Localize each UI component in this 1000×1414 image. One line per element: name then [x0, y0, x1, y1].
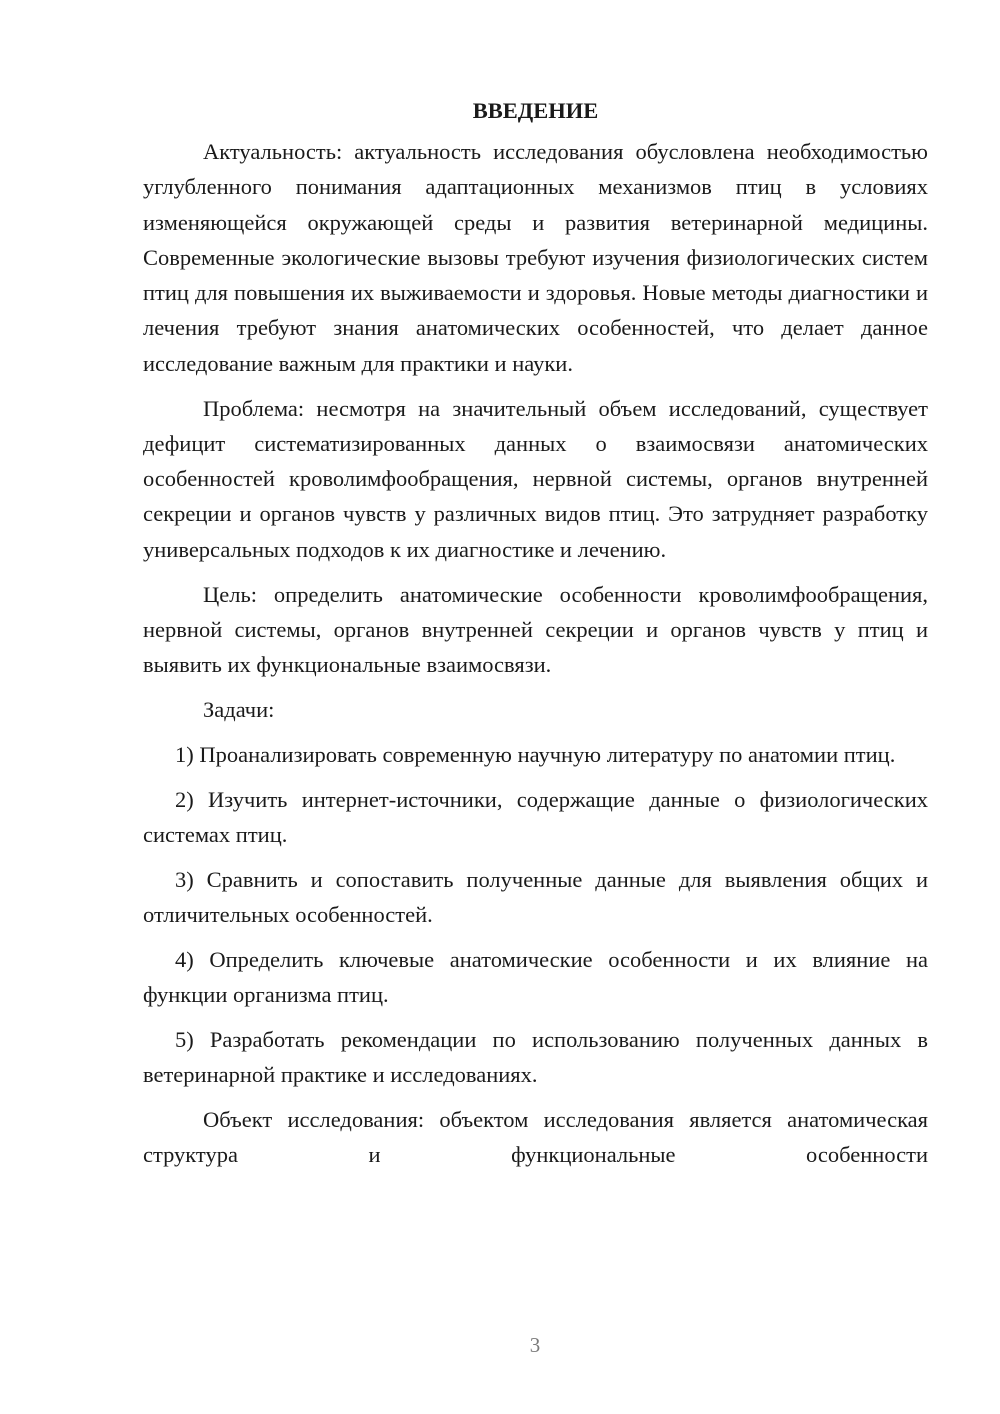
task-item-1: 1) Проанализировать современную научную литературу по анатомии птиц.	[175, 741, 896, 767]
goal-paragraph: Цель: определить анатомические особенности кроволимфообращения, нервной системы, органов внутренней секреции и органов чувств у птиц и выявить их функциональные взаимосвязи.	[143, 581, 928, 678]
relevance-paragraph: Актуальность: актуальность исследования обусловлена необходимостью углубленного понимания адаптационных механизмов птиц в условиях изменяющейся окружающей среды и развития ветеринарной медицины. Современные экологические вызовы требуют изучения физиологических систем птиц для повышения их выживаемости и здоровья. Новые методы диагностики и лечения требуют знания анатомических особенностей, что делает данное исследование важным для практики и науки.	[143, 139, 928, 376]
section-title: ВВЕДЕНИЕ	[472, 98, 599, 123]
problem-paragraph: Проблема: несмотря на значительный объем исследований, существует дефицит систематизированных данных о взаимосвязи анатомических особенностей кроволимфообращения, нервной системы, органов внутренней секреции и органов чувств у различных видов птиц. Это затрудняет разработку универсальных подходов к их диагностике и лечению.	[143, 395, 928, 562]
task-item-3: 3) Сравнить и сопоставить полученные данные для выявления общих и отличительных особенностей.	[143, 866, 928, 927]
task-item-2: 2) Изучить интернет-источники, содержащие данные о физиологических системах птиц.	[143, 786, 928, 847]
object-paragraph: Объект исследования: объектом исследования является анатомическая структура и функциональные особенности	[143, 1106, 928, 1168]
tasks-heading: Задачи:	[203, 696, 275, 722]
page-number: 3	[529, 1333, 541, 1357]
task-item-5: 5) Разработать рекомендации по использованию полученных данных в ветеринарной практике и исследованиях.	[143, 1026, 928, 1088]
document-page	[143, 96, 928, 1182]
task-item-4: 4) Определить ключевые анатомические особенности и их влияние на функции организма птиц.	[143, 946, 928, 1008]
